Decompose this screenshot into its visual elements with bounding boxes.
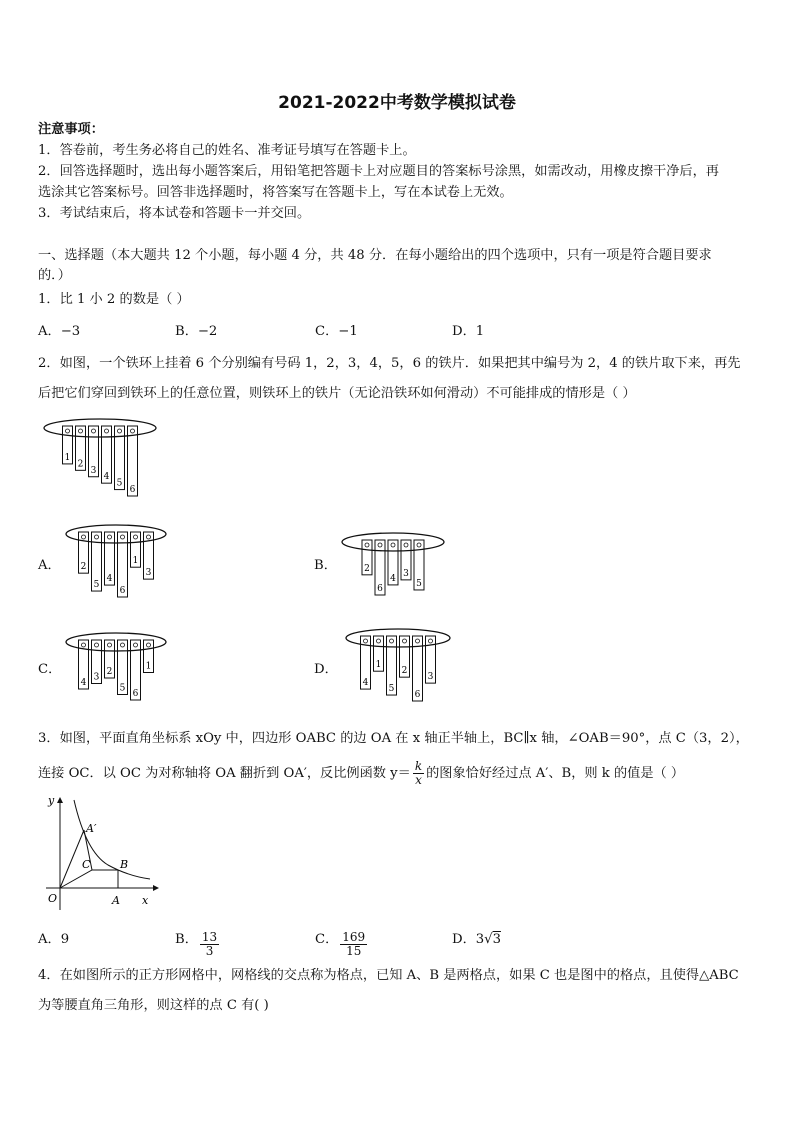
q2-option-b-label: B． xyxy=(314,558,337,573)
tag-number: 5 xyxy=(116,478,123,489)
ring-figure-original xyxy=(40,414,160,504)
note-item: 选涂其它答案标号。回答非选择题时，将答案写在答题卡上，写在本试卷上无效。 xyxy=(38,185,513,200)
q3-option-c xyxy=(315,930,369,958)
coordinate-graph xyxy=(38,790,168,915)
section-heading: 一、选择题（本大题共 12 个小题，每小题 4 分，共 48 分．在每小题给出的四个选项中，只有一项是符合题目要求 xyxy=(38,248,712,263)
label-a-prime: A′ xyxy=(86,822,97,835)
segment-oa-prime xyxy=(60,830,84,888)
tag-number: 6 xyxy=(129,485,136,495)
question-4-stem-cont: 为等腰直角三角形，则这样的点 C 有( ) xyxy=(38,998,269,1013)
tag-number: 2 xyxy=(80,562,87,573)
q3-option-b xyxy=(175,930,221,958)
tag-number: 6 xyxy=(377,584,383,594)
note-item: 2．回答选择题时，选出每小题答案后，用铅笔把答题卡上对应题目的答案标号涂黑，如需改动，用橡皮擦干净后，再 xyxy=(38,164,719,179)
question-3-stem-cont xyxy=(38,760,758,787)
q3-option-b-fraction xyxy=(200,931,219,958)
ring-back xyxy=(44,419,156,428)
tag-number: 6 xyxy=(414,690,421,700)
q3-option-a: A．9 xyxy=(38,932,70,947)
q3-option-b-label: B． xyxy=(175,932,198,947)
tag-number: 5 xyxy=(388,684,395,695)
tag-number: 4 xyxy=(390,573,396,584)
q1-option-a: A．−3 xyxy=(38,324,81,339)
tag-number: 3 xyxy=(145,568,152,579)
q3-k-over-x xyxy=(413,760,424,787)
tag-number: 2 xyxy=(106,667,113,677)
ring-front xyxy=(44,428,156,437)
tag-number: 3 xyxy=(90,465,97,476)
tag-number: 5 xyxy=(416,578,422,589)
question-4-stem: 4．在如图所示的正方形网格中，网格线的交点称为格点，已知 A、B 是两格点，如果 C 也是图中的格点，且使得△ABC xyxy=(38,968,739,983)
question-3-stem: 3．如图，平面直角坐标系 xOy 中，四边形 OABC 的边 OA 在 x 轴正半轴上，BC∥x 轴，∠OAB＝90°，点 C（3，2）， xyxy=(38,731,749,746)
q3-option-c-fraction xyxy=(340,931,367,958)
tag-number: 1 xyxy=(64,452,71,463)
q2-option-d-label: D． xyxy=(314,662,338,677)
note-item: 1．答卷前，考生务必将自己的姓名、准考证号填写在答题卡上。 xyxy=(38,143,416,158)
label-x: x xyxy=(142,894,149,907)
q3-option-b-den: 3 xyxy=(205,944,214,958)
q3-option-b-num: 13 xyxy=(201,930,218,944)
question-1-stem: 1．比 1 小 2 的数是（ ） xyxy=(38,292,190,307)
label-y: y xyxy=(48,794,55,807)
tag-number: 1 xyxy=(132,556,139,567)
q1-option-b: B．−2 xyxy=(175,324,218,339)
ring-figure-option-a xyxy=(62,520,170,605)
sqrt-icon: √ xyxy=(484,932,493,947)
tag-number: 4 xyxy=(103,472,110,483)
tag-number: 3 xyxy=(403,568,409,579)
tag-number: 2 xyxy=(77,459,84,470)
quadrilateral-oabc xyxy=(60,870,118,888)
q3-stem-part-b: 的图象恰好经过点 A′、B，则 k 的值是（ ） xyxy=(426,766,685,781)
label-c: C xyxy=(82,858,91,871)
tag-number: 1 xyxy=(375,660,382,671)
q3-stem-part-a: 连接 OC．以 OC 为对称轴将 OA 翻折到 OA′，反比例函数 y＝ xyxy=(38,766,411,781)
question-2-stem-cont: 后把它们穿回到铁环上的任意位置，则铁环上的铁片（无论沿铁环如何滑动）不可能排成的情形是（ ） xyxy=(38,386,636,401)
q1-option-d: D．1 xyxy=(452,324,485,339)
q3-option-c-num: 169 xyxy=(342,930,366,944)
ring-figure-option-b xyxy=(338,528,448,603)
tag-number: 3 xyxy=(427,672,434,683)
tag-number: 4 xyxy=(106,574,113,585)
page-title: 2021-2022中考数学模拟试卷 xyxy=(278,93,516,113)
q1-option-c: C．−1 xyxy=(315,324,358,339)
q3-frac-den: x xyxy=(415,773,422,787)
q3-option-c-den: 15 xyxy=(346,944,362,958)
notes-heading: 注意事项： xyxy=(38,122,104,137)
q3-option-d-label: D．3 xyxy=(452,932,485,947)
q3-option-c-label: C． xyxy=(315,932,339,947)
ring-figure-option-c xyxy=(62,628,170,708)
q3-option-d-radicand: 3 xyxy=(492,932,501,947)
label-b: B xyxy=(120,858,129,871)
tag-number: 1 xyxy=(145,661,152,672)
label-o: O xyxy=(48,892,58,905)
tag-number: 5 xyxy=(93,580,100,591)
label-a: A xyxy=(112,894,120,907)
q2-option-c-label: C． xyxy=(38,662,62,677)
section-heading-cont: 的．） xyxy=(38,268,71,283)
tag-number: 2 xyxy=(401,666,408,677)
tag-number: 3 xyxy=(93,672,100,683)
tag-number: 5 xyxy=(119,683,126,694)
tag-number: 6 xyxy=(119,586,126,596)
q3-frac-num: k xyxy=(414,759,423,773)
q2-option-a-label: A． xyxy=(38,558,61,573)
q3-option-d xyxy=(452,930,501,950)
question-2-stem: 2．如图，一个铁环上挂着 6 个分别编有号码 1，2，3，4，5，6 的铁片．如果把其中编号为 2，4 的铁片取下来，再先 xyxy=(38,356,741,371)
ring-figure-option-d xyxy=(342,624,454,709)
tag-number: 4 xyxy=(80,678,87,688)
note-item: 3．考试结束后，将本试卷和答题卡一并交回。 xyxy=(38,206,311,221)
tag-number: 4 xyxy=(362,678,369,689)
tag-number: 6 xyxy=(132,689,139,699)
tag-number: 2 xyxy=(364,563,370,574)
